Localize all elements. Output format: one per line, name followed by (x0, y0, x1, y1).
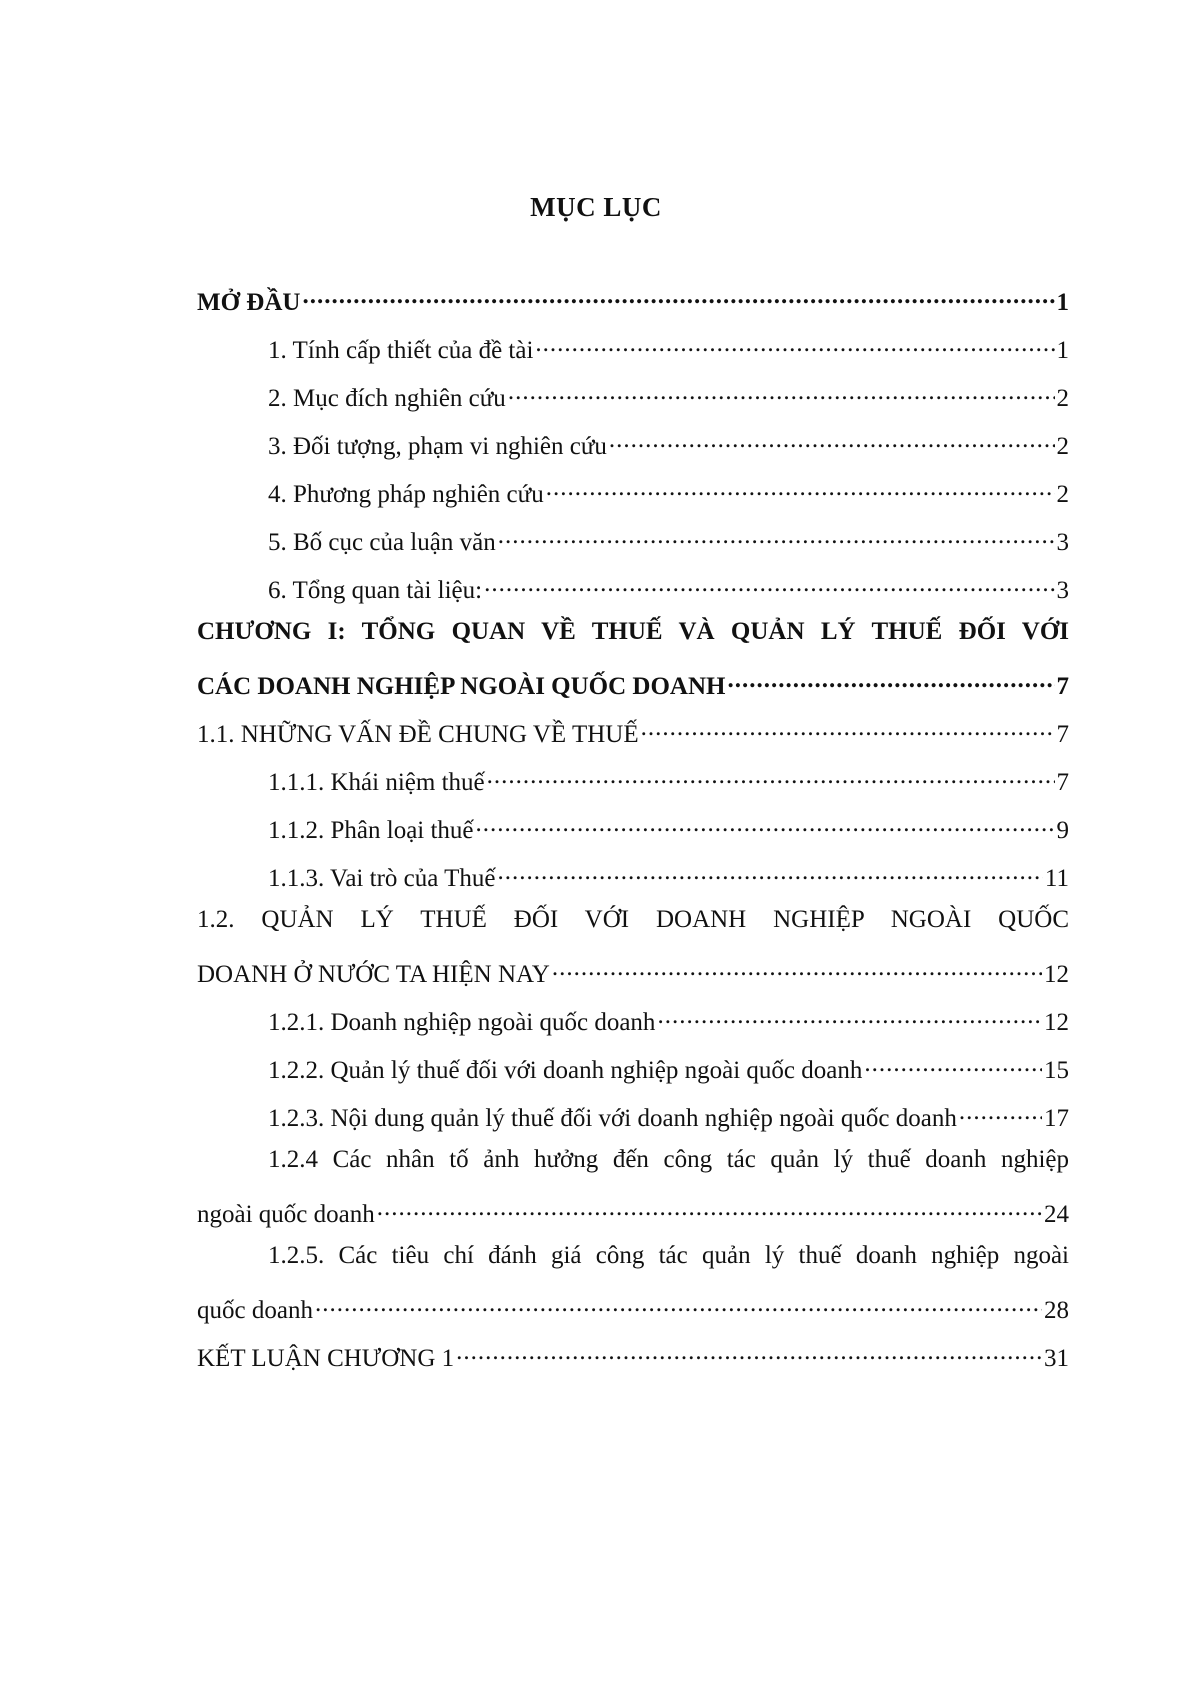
toc-entry-1-2-line1[interactable] (197, 906, 1069, 954)
toc-page-number: 7 (1056, 720, 1069, 748)
toc-leader-dots (456, 1338, 1042, 1366)
toc-page-number: 15 (1044, 1056, 1069, 1084)
toc-entry-1[interactable] (197, 330, 1069, 378)
toc-entry-text: 5. Bố cục của luận văn (268, 528, 496, 556)
toc-page-number: 28 (1044, 1296, 1069, 1324)
toc-page-number: 11 (1044, 864, 1069, 892)
toc-entry-1-2-2[interactable] (197, 1050, 1069, 1098)
toc-entry-text: DOANH Ở NƯỚC TA HIỆN NAY (197, 960, 550, 988)
toc-page-number: 12 (1044, 960, 1069, 988)
toc-entry-6[interactable] (197, 570, 1069, 618)
table-of-contents (197, 282, 1069, 1386)
toc-leader-dots (498, 522, 1055, 550)
toc-entry-1-1-1[interactable] (197, 762, 1069, 810)
toc-entry-1-2-1[interactable] (197, 1002, 1069, 1050)
toc-entry-text: 1.1.1. Khái niệm thuế (268, 768, 485, 796)
toc-entry-5[interactable] (197, 522, 1069, 570)
toc-leader-dots (484, 570, 1054, 598)
toc-page-number: 17 (1044, 1104, 1069, 1132)
toc-leader-dots (657, 1002, 1042, 1030)
toc-entry-text: 3. Đối tượng, phạm vi nghiên cứu (268, 432, 607, 460)
toc-entry-text: 6. Tổng quan tài liệu: (268, 576, 483, 604)
toc-leader-dots (302, 282, 1054, 310)
toc-entry-text: MỞ ĐẦU (197, 288, 301, 316)
toc-entry-2[interactable] (197, 378, 1069, 426)
toc-leader-dots (315, 1290, 1042, 1318)
toc-leader-dots (641, 714, 1055, 742)
toc-entry-1-2-5-line1[interactable] (197, 1242, 1069, 1290)
toc-entry-text: 1.2.4 Các nhân tố ảnh hưởng đến công tác quản lý thuế doanh nghiệp (268, 1146, 1069, 1173)
toc-page-number: 3 (1056, 576, 1069, 604)
toc-leader-dots (728, 666, 1055, 694)
toc-leader-dots (535, 330, 1054, 358)
toc-entry-text: KẾT LUẬN CHƯƠNG 1 (197, 1344, 455, 1372)
toc-entry-1-2-4-line1[interactable] (197, 1146, 1069, 1194)
toc-entry-text: 1.2. QUẢN LÝ THUẾ ĐỐI VỚI DOANH NGHIỆP NGOÀI QUỐC (197, 906, 1069, 933)
toc-page-number: 2 (1056, 480, 1069, 508)
toc-page-number: 7 (1056, 672, 1069, 700)
toc-leader-dots (864, 1050, 1042, 1078)
toc-page-number: 31 (1044, 1344, 1069, 1372)
toc-entry-ket-luan-chuong-1[interactable] (197, 1338, 1069, 1386)
toc-entry-chuong-1-line1[interactable] (197, 618, 1069, 666)
toc-entry-text: quốc doanh (197, 1296, 313, 1324)
toc-entry-text: 1.1.3. Vai trò của Thuế (268, 864, 496, 892)
toc-entry-text: 1.2.3. Nội dung quản lý thuế đối với doanh nghiệp ngoài quốc doanh (268, 1104, 957, 1132)
toc-entry-4[interactable] (197, 474, 1069, 522)
toc-entry-text: CHƯƠNG I: TỔNG QUAN VỀ THUẾ VÀ QUẢN LÝ THUẾ ĐỐI VỚI (197, 618, 1069, 645)
toc-entry-text: 1.2.5. Các tiêu chí đánh giá công tác quản lý thuế doanh nghiệp ngoài (268, 1242, 1069, 1269)
toc-page-number: 1 (1056, 336, 1069, 364)
toc-leader-dots (476, 810, 1055, 838)
toc-page-number: 2 (1056, 432, 1069, 460)
toc-page-number: 24 (1044, 1200, 1069, 1228)
toc-page-number: 2 (1056, 384, 1069, 412)
toc-entry-text: CÁC DOANH NGHIỆP NGOÀI QUỐC DOANH (197, 672, 726, 700)
toc-entry-text: 1.1. NHỮNG VẤN ĐỀ CHUNG VỀ THUẾ (197, 720, 639, 748)
toc-entry-text: ngoài quốc doanh (197, 1200, 375, 1228)
toc-leader-dots (498, 858, 1043, 886)
toc-title: MỤC LỤC (530, 192, 662, 222)
toc-entry-1-1-2[interactable] (197, 810, 1069, 858)
toc-entry-1-2-line2[interactable] (197, 954, 1069, 1002)
toc-entry-text: 1.2.2. Quản lý thuế đối với doanh nghiệp ngoài quốc doanh (268, 1056, 863, 1084)
toc-entry-3[interactable] (197, 426, 1069, 474)
toc-leader-dots (546, 474, 1055, 502)
toc-entry-text: 1.2.1. Doanh nghiệp ngoài quốc doanh (268, 1008, 656, 1036)
toc-entry-1-1[interactable] (197, 714, 1069, 762)
toc-entry-1-2-5-line2[interactable] (197, 1290, 1069, 1338)
toc-leader-dots (377, 1194, 1042, 1222)
toc-leader-dots (508, 378, 1055, 406)
toc-page-number: 12 (1044, 1008, 1069, 1036)
toc-entry-text: 2. Mục đích nghiên cứu (268, 384, 506, 412)
toc-entry-1-2-3[interactable] (197, 1098, 1069, 1146)
toc-leader-dots (609, 426, 1055, 454)
toc-entry-text: 1.1.2. Phân loại thuế (268, 816, 474, 844)
toc-entry-1-2-4-line2[interactable] (197, 1194, 1069, 1242)
toc-entry-text: 1. Tính cấp thiết của đề tài (268, 336, 534, 364)
toc-entry-text: 4. Phương pháp nghiên cứu (268, 480, 544, 508)
toc-leader-dots (487, 762, 1055, 790)
toc-page-number: 1 (1056, 288, 1069, 316)
toc-page-number: 9 (1056, 816, 1069, 844)
toc-entry-1-1-3[interactable] (197, 858, 1069, 906)
toc-page-number: 3 (1056, 528, 1069, 556)
toc-leader-dots (552, 954, 1042, 982)
toc-leader-dots (959, 1098, 1042, 1126)
toc-entry-chuong-1-line2[interactable] (197, 666, 1069, 714)
toc-page-number: 7 (1056, 768, 1069, 796)
toc-entry-mo-dau[interactable] (197, 282, 1069, 330)
